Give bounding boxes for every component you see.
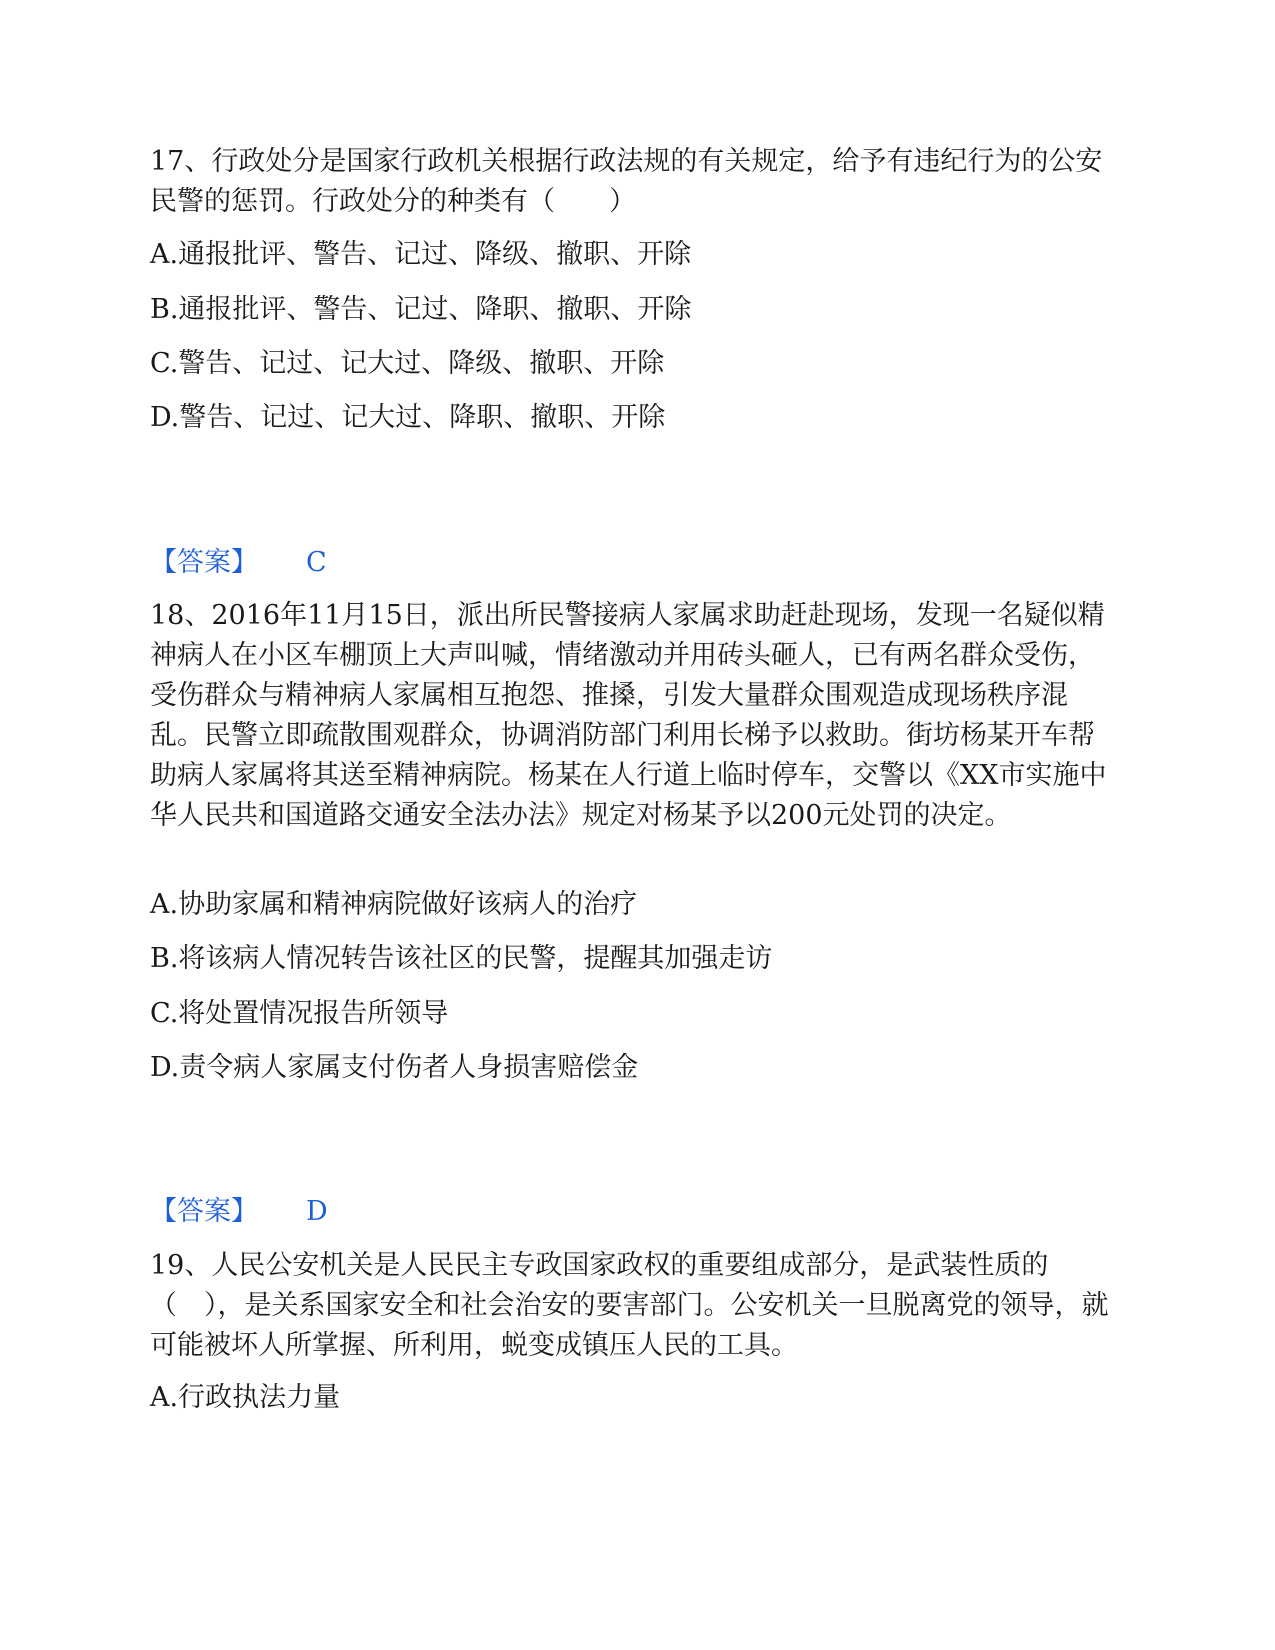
question-18-option-d: D.责令病人家属支付伤者人身损害赔偿金: [150, 1052, 639, 1083]
question-19-stem: 19、人民公安机关是人民民主专政国家政权的重要组成部分，是武装性质的（ ），是关系国家安全和社会治安的要害部门。公安机关一旦脱离党的领导，就可能被坏人所掌握、所利用，蜕变成镇压人民的工具。: [150, 1250, 1109, 1361]
question-17-option-b: B.通报批评、警告、记过、降职、撤职、开除: [150, 294, 692, 325]
answer-value: C: [306, 547, 327, 578]
question-17-option-c: C.警告、记过、记大过、降级、撤职、开除: [150, 348, 665, 379]
question-18-option-a: A.协助家属和精神病院做好该病人的治疗: [150, 889, 638, 920]
question-18-stem: 18、2016年11月15日，派出所民警接病人家属求助赶赴现场，发现一名疑似精神病人在小区车棚顶上大声叫喊，情绪激动并用砖头砸人，已有两名群众受伤，受伤群众与精神病人家属相互抱怨、推搡，引发大量群众围观造成现场秩序混乱。民警立即疏散围观群众，协调消防部门利用长梯予以救助。街坊杨某开车帮助病人家属将其送至精神病院。杨某在人行道上临时停车，交警以《XX市实施中华人民共和国道路交通安全法办法》规定对杨某予以200元处罚的决定。: [150, 600, 1107, 831]
question-18-option-c: C.将处置情况报告所领导: [150, 998, 449, 1029]
question-18-answer: [150, 1192, 328, 1232]
question-17-answer: [150, 543, 327, 583]
answer-label: 【答案】: [150, 1196, 258, 1227]
question-17-option-a: A.通报批评、警告、记过、降级、撤职、开除: [150, 239, 692, 270]
answer-value: D: [306, 1196, 328, 1227]
question-17-stem: 17、行政处分是国家行政机关根据行政法规的有关规定，给予有违纪行为的公安民警的惩罚。行政处分的种类有（ ）: [150, 146, 1103, 217]
question-19-option-a: A.行政执法力量: [150, 1382, 341, 1413]
question-17-option-d: D.警告、记过、记大过、降职、撤职、开除: [150, 402, 666, 433]
question-18-option-b: B.将该病人情况转告该社区的民警，提醒其加强走访: [150, 943, 773, 974]
answer-label: 【答案】: [150, 547, 258, 578]
